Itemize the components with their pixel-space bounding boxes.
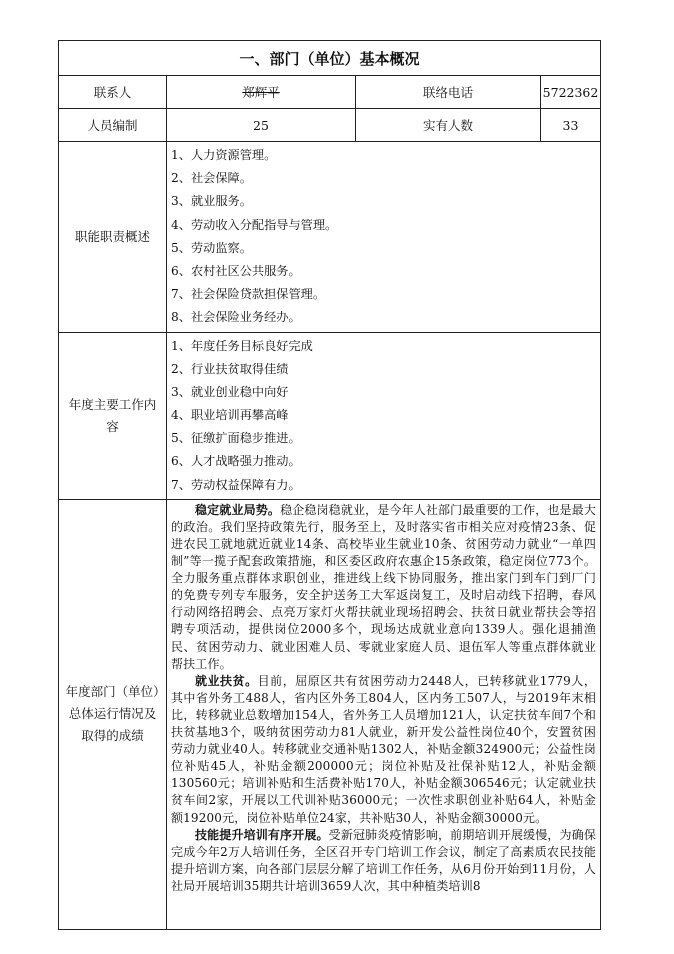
work-item: 2、行业扶贫取得佳绩 (171, 361, 289, 376)
paragraph-body: 受新冠肺炎疫情影响，前期培训开展缓慢，为确保完成今年2万人培训任务，全区召开专门培训工作会议，制定了高素质农民技能提升培训方案，向各部门层层分解了培训工作任务，从6月份开始到11月份，人社局开展培训35期共计培训3659人次，其中种植类培训8 (171, 827, 597, 893)
paragraph-heading: 稳定就业局势。 (195, 502, 281, 517)
results-paragraph (171, 673, 596, 827)
main-work-label: 年度主要工作内容 (59, 332, 167, 499)
duties-row (59, 142, 601, 333)
results-row (59, 499, 601, 929)
phone-value: 5722362 (541, 76, 601, 109)
actual-label: 实有人数 (356, 109, 541, 142)
results-paragraph (171, 502, 596, 673)
results-label: 年度部门（单位）总体运行情况及取得的成绩 (59, 499, 167, 929)
work-item: 3、就业创业稳中向好 (171, 384, 289, 399)
paragraph-body: 稳企稳岗稳就业，是今年人社部门最重要的工作，也是最大的政治。我们坚持政策先行，服务至上，及时落实省市相关应对疫情23条、促进农民工就地就近就业14条、高校毕业生就业10条、贫困劳动力就业“一单四制”等一揽子配套政策措施，和区委区政府农惠企15条政策，稳定岗位773个。全力服务重点群体求职创业，推进线上线下协同服务，推出家门到车门到厂门的免费专列专车服务，安全护送务工大军返岗复工，及时启动线下招聘，春风行动网络招聘会、点亮万家灯火帮扶就业现场招聘会、扶贫日就业帮扶会等招聘专项活动，提供岗位2000多个，现场达成就业意向1339人。强化退捕渔民、贫困劳动力、就业困难人员、零就业家庭人员、退伍军人等重点群体就业帮扶工作。 (171, 502, 597, 671)
staffing-row (59, 109, 601, 142)
contact-label: 联系人 (59, 76, 167, 109)
duty-item: 4、劳动收入分配指导与管理。 (171, 217, 338, 232)
contact-row (59, 76, 601, 109)
phone-label: 联络电话 (356, 76, 541, 109)
main-work-list (167, 332, 601, 499)
duty-item: 7、社会保险贷款担保管理。 (171, 287, 326, 302)
duties-label: 职能职责概述 (59, 142, 167, 333)
basic-info-table (58, 40, 601, 930)
duties-list (167, 142, 601, 333)
results-paragraph (171, 827, 596, 895)
title-row (59, 41, 601, 76)
duty-item: 3、就业服务。 (171, 194, 252, 209)
duty-item: 6、农村社区公共服务。 (171, 263, 301, 278)
actual-count: 33 (541, 109, 601, 142)
duty-item: 1、人力资源管理。 (171, 148, 277, 162)
paragraph-body: 目前，屈原区共有贫困劳动力2448人，已转移就业1779人，其中省外务工488人，省内区外务工804人，区内务工507人，与2019年末相比，转移就业总数增加154人，省外务工人员增加121人，认定扶贫车间7个和扶贫基地3个，吸纳贫困劳动力81人就业，新开发公益性岗位40个，安置贫困劳动力就业40人。转移就业交通补贴1302人，补贴金额324900元；公益性岗位补贴45人，补贴金额200000元；岗位补贴及社保补贴12人，补贴金额130560元；培训补贴和生活费补贴170人，补贴金额306546元；认定就业扶贫车间2家，开展以工代训补贴36000元；一次性求职创业补贴64人，补贴金额19200元，岗位补贴单位24家，共补贴30人，补贴金额30000元。 (171, 673, 597, 825)
duty-item: 8、社会保险业务经办。 (171, 310, 301, 325)
paragraph-heading: 技能提升培训有序开展。 (195, 827, 329, 842)
contact-name: 郑辉平 (242, 85, 280, 100)
work-item: 4、职业培训再攀高峰 (171, 408, 289, 423)
work-item: 7、劳动权益保障有力。 (171, 477, 301, 492)
main-work-row (59, 332, 601, 499)
paragraph-heading: 就业扶贫。 (195, 673, 258, 688)
work-item: 5、征缴扩面稳步推进。 (171, 431, 301, 446)
staffing-label: 人员编制 (59, 109, 167, 142)
work-item: 6、人才战略强力推动。 (171, 454, 301, 469)
work-item: 1、年度任务目标良好完成 (171, 338, 313, 353)
duty-item: 5、劳动监察。 (171, 240, 252, 255)
duty-item: 2、社会保障。 (171, 171, 252, 186)
section-title: 一、部门（单位）基本概况 (59, 41, 601, 76)
results-text (167, 499, 601, 929)
staffing-count: 25 (167, 109, 356, 142)
